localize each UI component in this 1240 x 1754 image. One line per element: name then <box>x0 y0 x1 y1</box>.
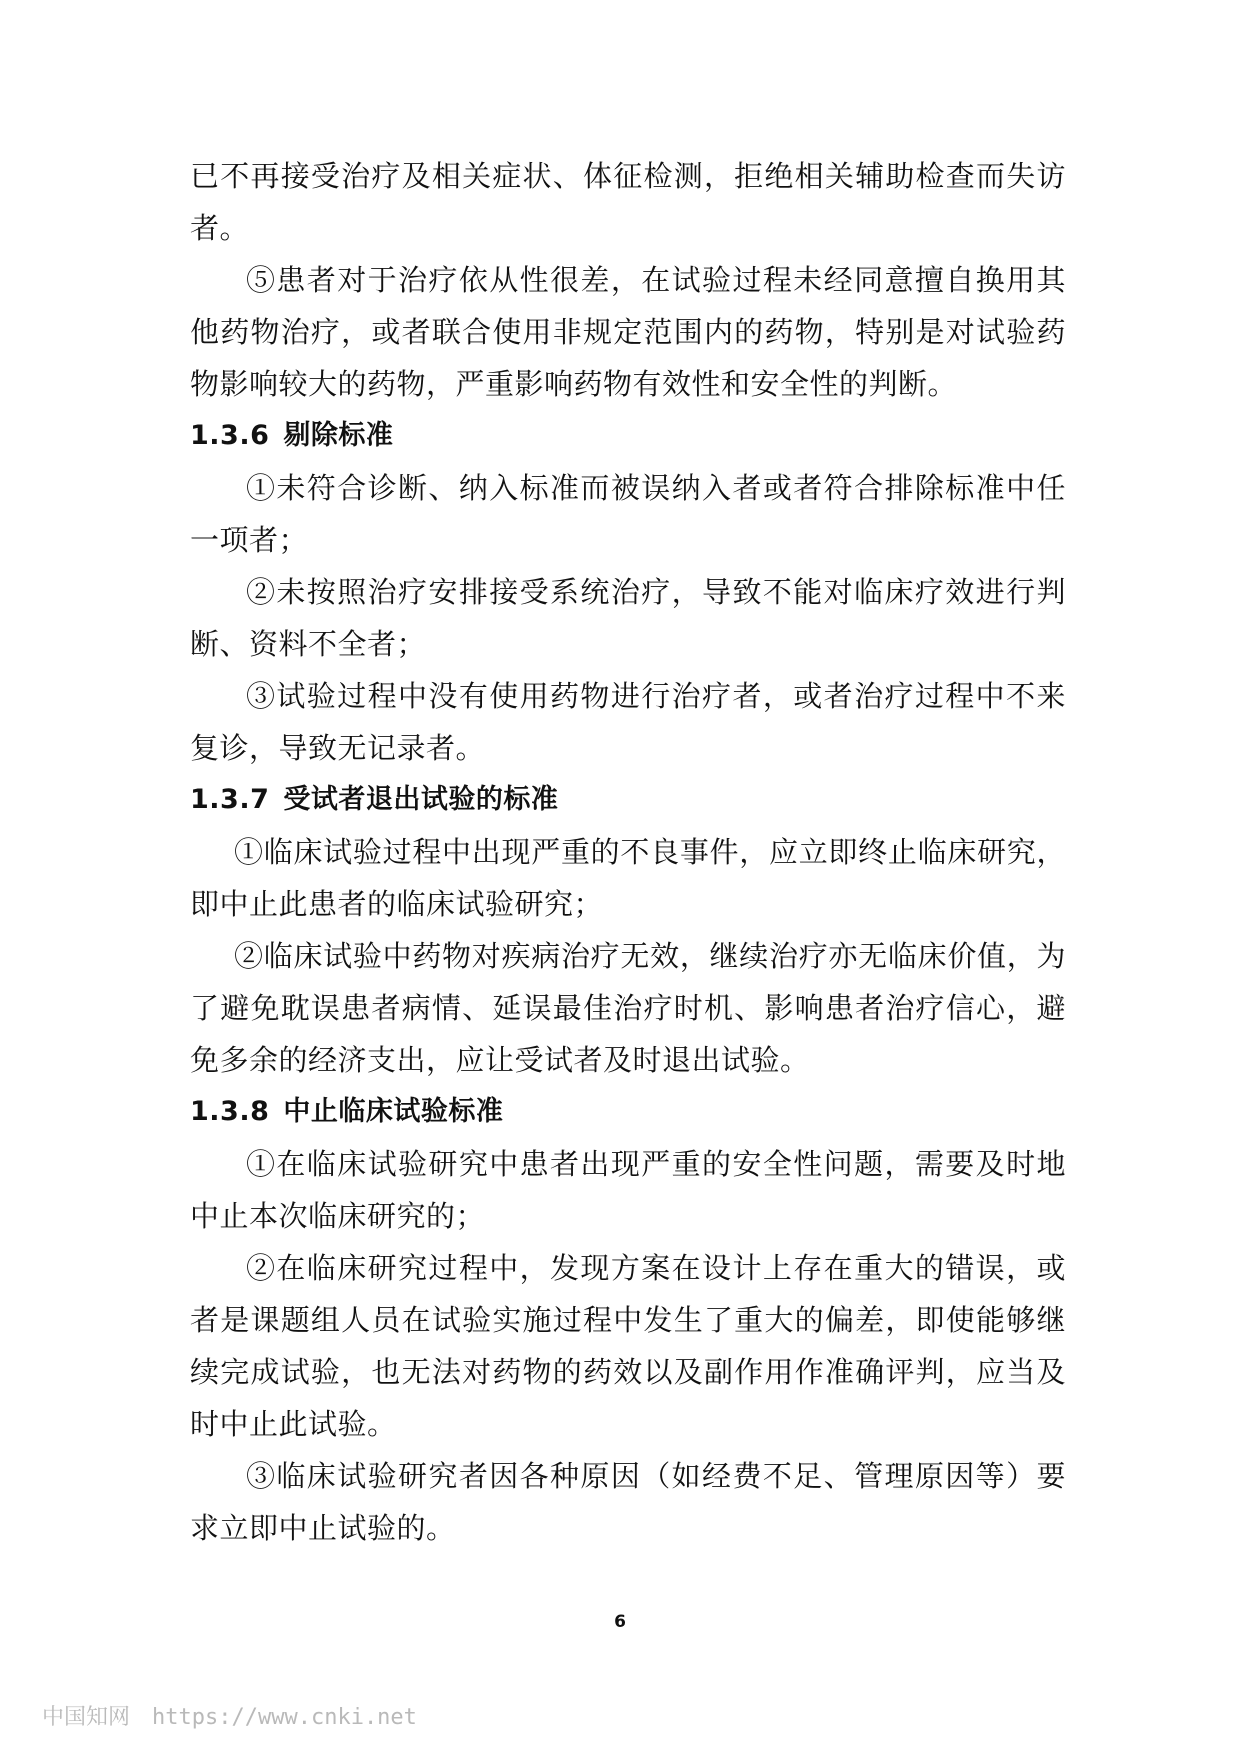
list-item: ③试验过程中没有使用药物进行治疗者，或者治疗过程中不来复诊，导致无记录者。 <box>190 679 1066 765</box>
document-body <box>190 150 1066 1554</box>
list-item: ②未按照治疗安排接受系统治疗，导致不能对临床疗效进行判断、资料不全者； <box>190 575 1066 661</box>
section-number: 1.3.8 <box>190 1096 270 1127</box>
list-item: ①在临床试验研究中患者出现严重的安全性问题，需要及时地中止本次临床研究的； <box>190 1147 1066 1233</box>
watermark-site-name: 中国知网 <box>42 1705 131 1730</box>
list-item: ②临床试验中药物对疾病治疗无效，继续治疗亦无临床价值，为了避免耽误患者病情、延误最佳治疗时机、影响患者治疗信心，避免多余的经济支出，应让受试者及时退出试验。 <box>190 939 1066 1077</box>
list-item: ①临床试验过程中出现严重的不良事件，应立即终止临床研究，即中止此患者的临床试验研究； <box>190 835 1066 921</box>
section-title: 中止临床试验标准 <box>283 1096 504 1127</box>
section-heading-1-3-7 <box>190 774 1066 826</box>
paragraph-continuation: 已不再接受治疗及相关症状、体征检测，拒绝相关辅助检查而失访者。 <box>190 159 1066 245</box>
section-heading-1-3-6 <box>190 410 1066 462</box>
watermark-url: https://www.cnki.net <box>152 1705 417 1730</box>
section-heading-1-3-8 <box>190 1086 1066 1138</box>
list-item: ②在临床研究过程中，发现方案在设计上存在重大的错误，或者是课题组人员在试验实施过程中发生了重大的偏差，即使能够继续完成试验，也无法对药物的药效以及副作用作准确评判，应当及时中止此试验。 <box>190 1251 1066 1441</box>
paragraph-item-5: ⑤患者对于治疗依从性很差，在试验过程未经同意擅自换用其他药物治疗，或者联合使用非规定范围内的药物，特别是对试验药物影响较大的药物，严重影响药物有效性和安全性的判断。 <box>190 263 1066 401</box>
section-number: 1.3.7 <box>190 784 270 815</box>
section-number: 1.3.6 <box>190 420 270 451</box>
page-number: 6 <box>614 1612 626 1632</box>
list-item: ①未符合诊断、纳入标准而被误纳入者或者符合排除标准中任一项者； <box>190 471 1066 557</box>
cnki-watermark <box>42 1700 417 1731</box>
list-item: ③临床试验研究者因各种原因（如经费不足、管理原因等）要求立即中止试验的。 <box>190 1459 1066 1545</box>
section-title: 受试者退出试验的标准 <box>283 784 559 815</box>
section-title: 剔除标准 <box>283 420 394 451</box>
